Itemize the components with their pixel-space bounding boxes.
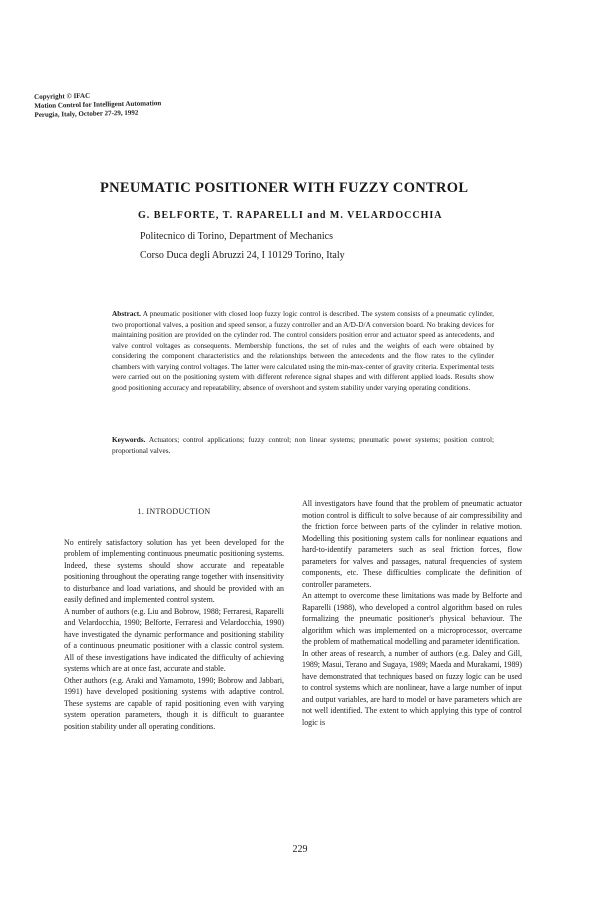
keywords [112, 435, 494, 456]
body-paragraph: All investigators have found that the problem of pneumatic actuator motion control is difficult to solve because of air compressibility and the friction force between parts of the cylinder in relative motion. Modelling this positioning system calls for nonlinear equations and hard-to-identify parameters such as seal friction forces, flow parameters for valves and passages, natural frequencies of system components, etc. These difficulties complicate the definition of controller parameters. [302, 499, 522, 589]
body-paragraph: A number of authors (e.g. Liu and Bobrow, 1988; Ferraresi, Raparelli and Velardocchia, 1990; Belforte, Ferraresi and Velardocchia, 1990) have investigated the dynamic performance and positioning stability of a continuous pneumatic positioner with a classic control system. All of these investigations have indicated the difficulty of achieving systems which are at once fast, accurate and stable. [64, 606, 284, 673]
abstract [112, 309, 494, 393]
right-column [302, 498, 522, 728]
paper-authors: G. BELFORTE, T. RAPARELLI and M. VELARDOCCHIA [138, 210, 443, 221]
author-address: Corso Duca degli Abruzzi 24, I 10129 Torino, Italy [140, 250, 345, 261]
keywords-text: Actuators; control applications; fuzzy control; non linear systems; pneumatic power systems; position control; proportional valves. [112, 435, 495, 455]
body-paragraph: No entirely satisfactory solution has yet been developed for the problem of implementing continuous pneumatic positioning systems. Indeed, these systems should show accurate and repeatable positioning throughout the operating range together with insensitivity to disturbance and load variations, and should be provided with an easily defined and implemented control system. [64, 537, 284, 604]
keywords-label: Keywords. [112, 435, 146, 444]
copyright-line: Motion Control for Intelligent Automation [34, 99, 162, 110]
left-column [64, 498, 284, 732]
abstract-text: A pneumatic positioner with closed loop fuzzy logic control is described. The system consists of a pneumatic cylinder, two proportional valves, a position and speed sensor, a fuzzy controller and an A/D-D/A conversion board. No braking devices for maintaining position are provided on the cylinder rod. The control considers position error and actuator speed as antecedents, and valve control voltages as consequents. Membership functions, the set of rules and the weights of each were obtained by considering the component characteristics and the relationships between the antecedents and the flow rates to the cylinder chambers with varying control voltages. The latter were calculated using the min-max-center of gravity criteria. Experimental tests were carried out on the positioning system with different reference signal shapes and with different applied loads. Results show good positioning accuracy and repeatability, absence of overshoot and system stability under varying operating conditions. [112, 309, 494, 392]
body-paragraph: An attempt to overcome these limitations was made by Belforte and Raparelli (1988), who developed a control algorithm based on rules formalizing the pneumatic positioner's physical behaviour. The algorithm which was implemented on a microprocessor, overcame the problem of mathematical modelling and parameter identification. [302, 591, 522, 646]
copyright-notice [34, 88, 275, 120]
abstract-label: Abstract. [112, 309, 141, 318]
copyright-line: Copyright © IFAC [34, 91, 91, 101]
body-paragraph: In other areas of research, a number of authors (e.g. Daley and Gill, 1989; Masui, Terano and Sugaya, 1989; Maeda and Murakami, 1989) have demonstrated that techniques based on fuzzy logic can be used to control systems which are nonlinear, have a large number of input and output variables, are hard to model or have parameters which are not well identified. The extent to which applying this type of control logic is [302, 648, 522, 727]
paper-title: PNEUMATIC POSITIONER WITH FUZZY CONTROL [100, 180, 469, 196]
page-number: 229 [292, 844, 308, 855]
author-affiliation: Politecnico di Torino, Department of Mechanics [140, 231, 333, 242]
section-heading-introduction: 1. INTRODUCTION [137, 507, 211, 516]
copyright-line: Perugia, Italy, October 27-29, 1992 [34, 108, 139, 119]
body-paragraph: Other authors (e.g. Araki and Yamamoto, 1990; Bobrow and Jabbari, 1991) have developed positioning systems with adaptive control. These systems are capable of rapid positioning even with varying system operation parameters, though it is difficult to guarantee position stability under all operating conditions. [64, 675, 284, 731]
